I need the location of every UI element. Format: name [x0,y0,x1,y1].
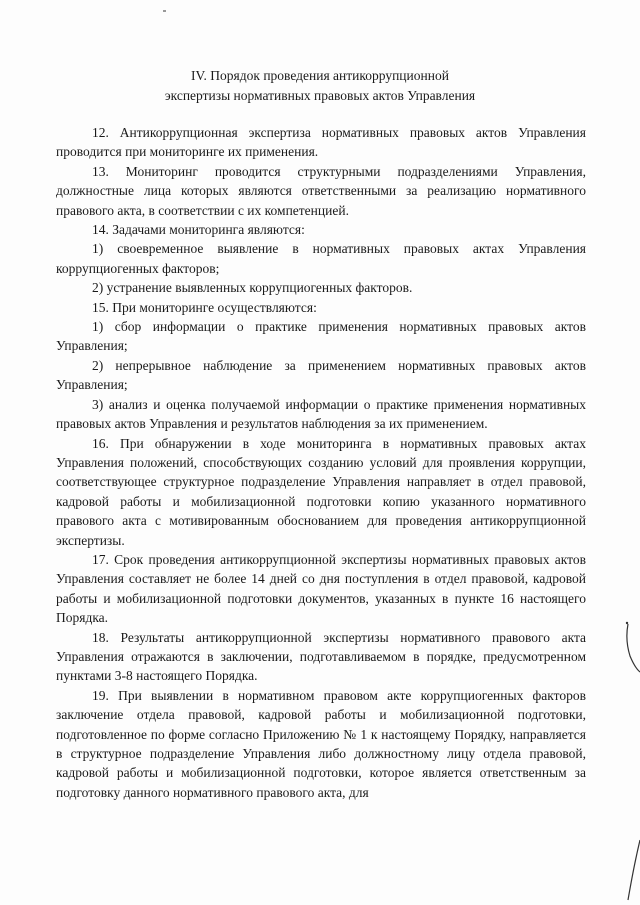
section-heading-line2: экспертизы нормативных правовых актов Управления [164,88,476,103]
paragraph-18: 18. Результаты антикоррупционной экспертизы нормативного правового акта Управления отражаются в заключении, подготавливаемом в порядке, предусмотренном пунктами 3-8 настоящего Порядка. [56,629,586,684]
paragraph-15: 15. При мониторинге осуществляются: [92,299,317,315]
section-heading-line1: IV. Порядок проведения антикоррупционной [191,68,449,83]
paragraph-15-item-1: 1) сбор информации о практике применения нормативных правовых актов Управления; [56,319,586,354]
paragraph-15-item-2: 2) непрерывное наблюдение за применением нормативных правовых актов Управления; [56,357,586,393]
scan-speck [163,10,166,12]
paragraph-19: 19. При выявлении в нормативном правовом акте коррупциогенных факторов заключение отдела правовой, кадровой работы и мобилизационной подготовки, подготовленное по форме согласно Приложению № 1 к настоящему Порядку, направляется в структурное подразделение Управления либо должностному лицу отдела правовой, кадровой работы и мобилизационной подготовки, которое является ответственным за подготовку данного нормативного правового акта, для [56,687,586,800]
paragraph-14-item-2: 2) устранение выявленных коррупциогенных факторов. [92,280,413,296]
paragraph-14-item-1: 1) своевременное выявление в нормативных правовых актах Управления коррупциогенных факторов; [56,241,586,276]
paragraph-13: 13. Мониторинг проводится структурными подразделениями Управления, должностные лица которых являются ответственными за реализацию нормативного правового акта, в соответствии с их компетенцией. [56,163,586,218]
paragraph-17: 17. Срок проведения антикоррупционной экспертизы нормативных правовых актов Управления составляет не более 14 дней со дня поступления в отдел правовой, кадровой работы и мобилизационной подготовки документов, указанных в пункте 16 настоящего Порядка. [56,551,586,626]
paragraph-15-item-3: 3) анализ и оценка получаемой информации о практике применения нормативных правовых актов Управления и результатов наблюдения за их применением. [56,396,586,432]
paragraph-14: 14. Задачами мониторинга являются: [92,222,305,238]
document-body [56,123,586,802]
section-heading [60,66,580,106]
paragraph-12: 12. Антикоррупционная экспертиза нормативных правовых актов Управления проводится при мониторинге их применения. [56,125,586,160]
binding-edge-mark [608,620,640,905]
paragraph-16: 16. При обнаружении в ходе мониторинга в нормативных правовых актах Управления положений, способствующих созданию условий для проявления коррупции, соответствующее структурное подразделение Управления направляет в отдел правовой, кадровой работы и мобилизационной подготовки копию указанного нормативного правового акта с мотивированным обоснованием для проведения антикоррупционной экспертизы. [56,435,586,548]
